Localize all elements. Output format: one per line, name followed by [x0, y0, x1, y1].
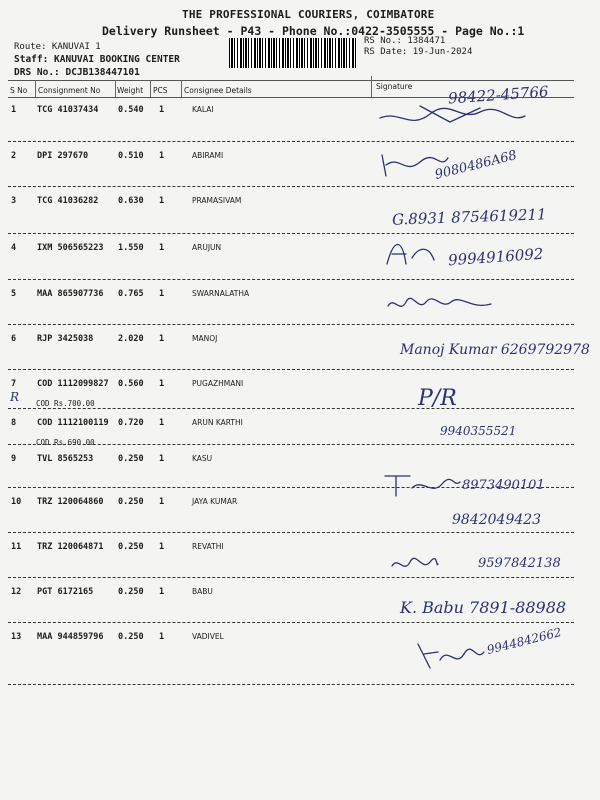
row-sno: 6 — [11, 334, 17, 344]
col-divider — [115, 80, 116, 97]
row-separator — [8, 532, 574, 533]
row-separator — [8, 369, 574, 370]
row-consignee: KASU — [192, 454, 213, 463]
row-sno: 7 — [11, 379, 17, 389]
handwritten-phone: 9597842138 — [478, 556, 561, 571]
row-separator — [8, 233, 574, 234]
staff-label: Staff: KANUVAI BOOKING CENTER — [14, 54, 180, 65]
row-consignee: SWARNALATHA — [192, 289, 250, 298]
row-consignee: ARUJUN — [192, 243, 222, 252]
row-consignee: PRAMASIVAM — [192, 196, 242, 205]
row-consignment-no: MAA 865907736 — [37, 289, 104, 299]
col-divider — [181, 80, 182, 97]
row-consignee: JAYA KUMAR — [192, 497, 238, 506]
row-consignee: REVATHI — [192, 542, 224, 551]
row-consignee: KALAI — [192, 105, 214, 114]
row-separator — [8, 444, 574, 445]
rs-number: RS No.: 1384471 — [364, 36, 446, 46]
table-top-rule — [8, 80, 574, 81]
row-consignment-no: PGT 6172165 — [37, 587, 94, 597]
row-weight: 0.250 — [118, 587, 144, 597]
row-separator — [8, 577, 574, 578]
col-divider — [150, 80, 151, 97]
row-weight: 0.510 — [118, 151, 144, 161]
col-header-pcs: PCS — [153, 86, 168, 95]
col-divider — [35, 80, 36, 97]
row-pcs: 1 — [159, 105, 165, 115]
row-consignee: VADIVEL — [192, 632, 224, 641]
row-separator — [8, 622, 574, 623]
row-sno: 5 — [11, 289, 17, 299]
row-weight: 2.020 — [118, 334, 144, 344]
row-pcs: 1 — [159, 243, 165, 253]
row-weight: 0.250 — [118, 542, 144, 552]
row-weight: 0.560 — [118, 379, 144, 389]
route-label: Route: KANUVAI 1 — [14, 42, 101, 52]
company-title: THE PROFESSIONAL COURIERS, COIMBATORE — [182, 8, 435, 21]
barcode-image — [229, 38, 357, 68]
row-sno: 10 — [11, 497, 22, 507]
row-sno: 13 — [11, 632, 22, 642]
row-consignment-no: RJP 3425038 — [37, 334, 94, 344]
rs-date: RS Date: 19-Jun-2024 — [364, 47, 473, 57]
row-sno: 4 — [11, 243, 17, 253]
row-consignment-no: IXM 506565223 — [37, 243, 104, 253]
row-pcs: 1 — [159, 542, 165, 552]
row-weight: 0.250 — [118, 497, 144, 507]
row-sno: 9 — [11, 454, 17, 464]
handwritten-phone: 9940355521 — [440, 424, 517, 438]
col-divider — [371, 76, 372, 97]
row-pcs: 1 — [159, 454, 165, 464]
row-separator — [8, 324, 574, 325]
col-header-weight: Weight — [117, 86, 144, 95]
row-sno: 1 — [11, 105, 17, 115]
row-consignee: PUGAZHMANI — [192, 379, 244, 388]
drs-number: DRS No.: DCJB138447101 — [14, 67, 140, 78]
cod-amount: COD Rs.700.00 — [36, 399, 95, 408]
row-consignee: ABIRAMI — [192, 151, 224, 160]
handwritten-phone: K. Babu 7891-88988 — [400, 598, 567, 617]
row-separator — [8, 141, 574, 142]
row-sno: 2 — [11, 151, 17, 161]
row-weight: 0.765 — [118, 289, 144, 299]
col-header-sno: S No — [10, 86, 28, 95]
handwritten-phone: 9994916092 — [447, 244, 544, 270]
signature-scribble — [416, 640, 486, 674]
row-consignment-no: TCG 41037434 — [37, 105, 99, 115]
handwritten-phone: 98422-45766 — [447, 82, 550, 108]
row-consignment-no: COD 1112100119 — [37, 418, 109, 428]
signature-scribble — [386, 292, 496, 322]
signature-scribble — [384, 238, 439, 272]
row-consignment-no: DPI 297670 — [37, 151, 89, 161]
row-pcs: 1 — [159, 334, 165, 344]
col-header-consignment: Consignment No — [38, 86, 101, 95]
cod-amount: COD Rs.690.00 — [36, 438, 95, 447]
row-consignment-no: COD 1112099827 — [37, 379, 109, 389]
handwritten-phone: 9080486A68 — [433, 148, 519, 183]
handwritten-phone: 9944842662 — [485, 624, 563, 658]
row-pcs: 1 — [159, 497, 165, 507]
row-consignment-no: MAA 944859796 — [37, 632, 104, 642]
row-sno: 8 — [11, 418, 17, 428]
row-sno: 12 — [11, 587, 22, 597]
row-separator — [8, 684, 574, 685]
margin-mark: R — [10, 390, 20, 404]
col-header-consignee: Consignee Details — [184, 86, 252, 95]
col-header-signature: Signature — [376, 82, 413, 91]
row-consignee: MANOJ — [192, 334, 218, 343]
handwritten-mark: P/R — [418, 386, 457, 411]
row-separator — [8, 279, 574, 280]
row-pcs: 1 — [159, 632, 165, 642]
row-weight: 0.250 — [118, 454, 144, 464]
row-weight: 0.630 — [118, 196, 144, 206]
row-pcs: 1 — [159, 587, 165, 597]
handwritten-phone: Manoj Kumar 6269792978 — [400, 342, 590, 358]
row-weight: 1.550 — [118, 243, 144, 253]
row-consignment-no: TVL 8565253 — [37, 454, 94, 464]
row-pcs: 1 — [159, 289, 165, 299]
row-consignee: ARUN KARTHI — [192, 418, 243, 427]
row-consignment-no: TRZ 120064871 — [37, 542, 104, 552]
row-pcs: 1 — [159, 151, 165, 161]
row-separator — [8, 408, 574, 409]
handwritten-phone: 9842049423 — [452, 512, 542, 528]
handwritten-phone: 8973490101 — [462, 478, 545, 493]
row-consignment-no: TRZ 120064860 — [37, 497, 104, 507]
runsheet-title: Delivery Runsheet - P43 - Phone No.:0422-3505555 - Page No.:1 — [102, 24, 525, 38]
row-sno: 3 — [11, 196, 17, 206]
row-consignee: BABU — [192, 587, 213, 596]
row-consignment-no: TCG 41036282 — [37, 196, 99, 206]
row-pcs: 1 — [159, 418, 165, 428]
handwritten-phone: G.8931 8754619211 — [391, 205, 547, 229]
row-weight: 0.250 — [118, 632, 144, 642]
row-pcs: 1 — [159, 196, 165, 206]
row-pcs: 1 — [159, 379, 165, 389]
row-weight: 0.720 — [118, 418, 144, 428]
row-separator — [8, 186, 574, 187]
signature-scribble — [390, 552, 440, 580]
signature-scribble — [382, 470, 462, 504]
row-weight: 0.540 — [118, 105, 144, 115]
row-sno: 11 — [11, 542, 22, 552]
